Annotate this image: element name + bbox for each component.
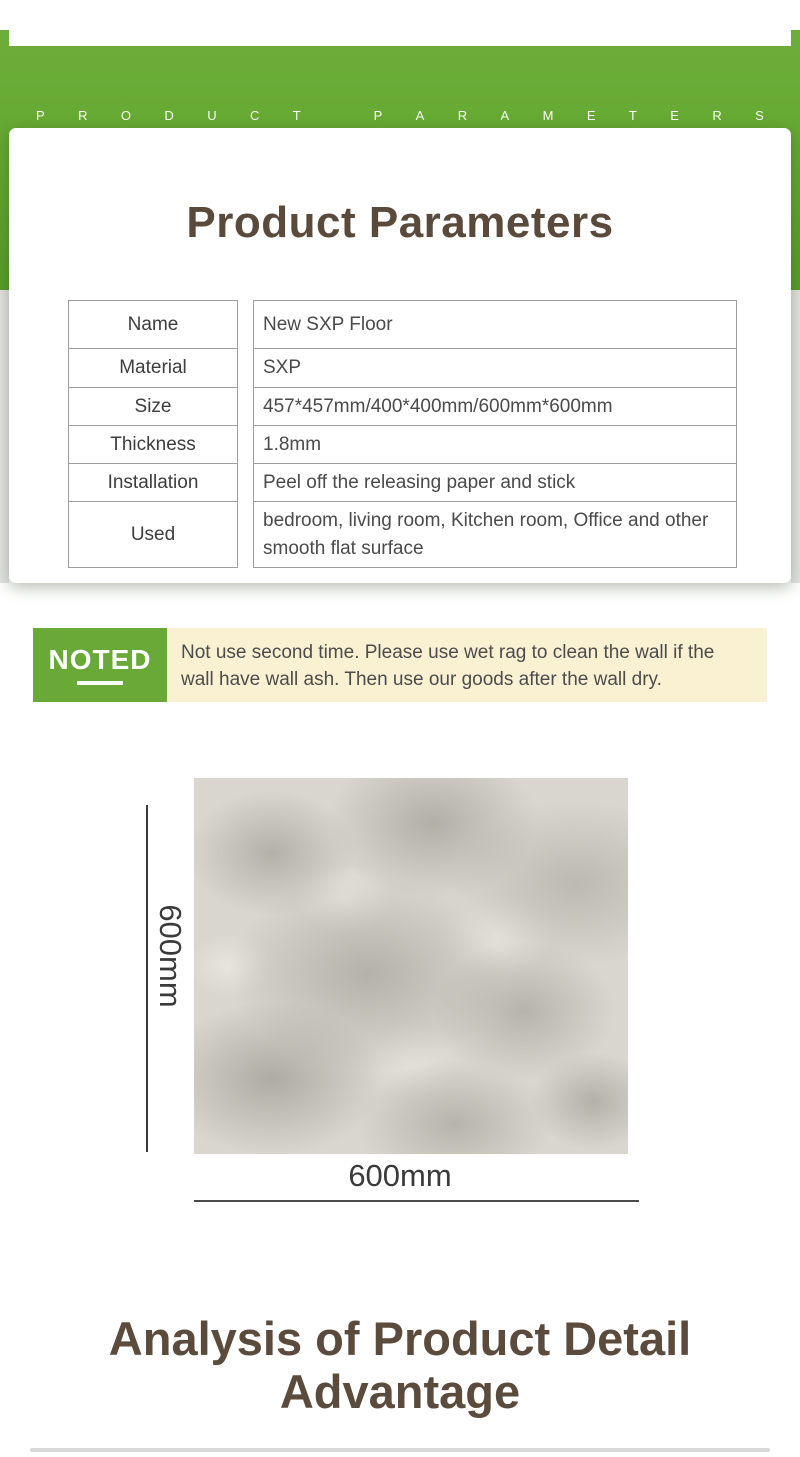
product-parameters-card [9,128,791,583]
noted-badge [33,628,167,702]
page-edge-right [791,290,800,583]
banner-title-letter: A [415,107,425,123]
analysis-heading: Analysis of Product Detail Advantage [108,1312,692,1418]
parameter-value: New SXP Floor [254,301,736,349]
banner-title-letter: A [500,107,510,123]
note-panel [167,628,767,702]
parameter-value: Peel off the releasing paper and stick [254,464,736,502]
parameter-label: Size [69,388,237,426]
banner-title-letter: U [207,107,217,123]
height-dimension-line [146,805,148,1152]
parameter-label: Name [69,301,237,349]
card-title: Product Parameters [186,198,614,247]
parameter-value: 457*457mm/400*400mm/600mm*600mm [254,388,736,426]
parameter-label: Installation [69,464,237,502]
banner-title-letter: O [120,107,131,123]
banner-title-letter: P [36,107,45,123]
banner-title-letter: M [542,107,554,123]
note-text: Not use second time. Please use wet rag to clean the wall if the wall have wall ash. Then use our goods after the wall dry. [181,642,715,690]
banner-title-letter: R [78,107,88,123]
noted-badge-underline [77,681,123,685]
width-dimension-line [194,1200,639,1202]
banner-title-letter: D [164,107,174,123]
banner-title-letter: T [292,107,301,123]
note-section [33,628,767,702]
parameters-value-column [253,300,737,568]
banner-title-letter: R [457,107,468,123]
page-edge-left [0,290,9,583]
height-dimension-label: 600mm [153,904,188,1008]
parameter-label: Thickness [69,426,237,464]
parameters-label-column [68,300,238,568]
bottom-divider [30,1448,770,1452]
parameter-label: Used [130,523,176,545]
banner-title-letter: C [250,107,260,123]
banner-title-letter: E [586,107,596,123]
banner-title-letter: R [712,107,722,123]
banner-title-letter: T [628,107,637,123]
noted-badge-label: NOTED [48,643,152,675]
marble-tile-image [194,778,628,1154]
top-white-strip [9,0,791,46]
parameter-label: Material [69,349,237,388]
parameter-value: bedroom, living room, Kitchen room, Office and other smooth flat surface [263,509,709,559]
parameter-value: 1.8mm [254,426,736,464]
parameter-value: SXP [254,349,736,388]
banner-title-letter: P [373,107,383,123]
banner-title-letter: S [755,107,764,123]
banner-title [36,106,764,124]
width-dimension-label: 600mm [348,1158,452,1193]
banner-title-letter: E [670,107,679,123]
